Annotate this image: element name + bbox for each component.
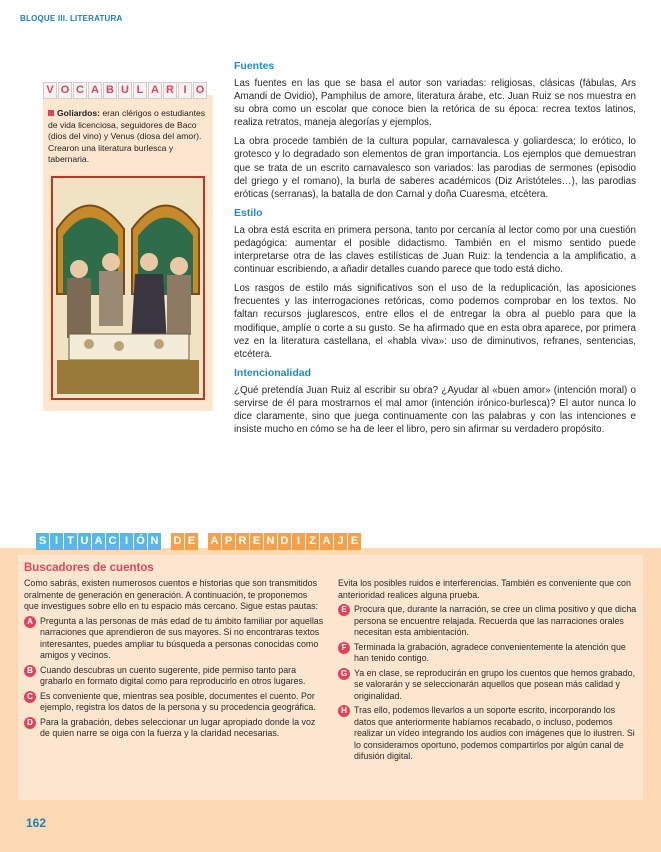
step-letter-badge: A xyxy=(24,616,36,628)
vocabulary-title-letter: R xyxy=(163,82,177,99)
step-text: Para la grabación, debes seleccionar un lugar apropiado donde la voz de quien narre se oiga con la fuerza y la claridad necesarias. xyxy=(40,716,316,738)
title-spacer xyxy=(162,533,170,550)
activity-column-right xyxy=(338,578,638,766)
running-header: BLOQUE III. LITERATURA xyxy=(20,14,123,23)
step-letter-badge: D xyxy=(24,717,36,729)
vocabulary-title xyxy=(43,82,207,99)
section-title-intencionalidad: Intencionalidad xyxy=(234,366,312,379)
activity-continuation: Evita los posibles ruidos e interferencias. También es conveniente que con anterioridad realices alguna prueba. xyxy=(338,578,631,600)
vocabulary-term: Goliardos: xyxy=(57,108,100,118)
vocabulary-title-letter: O xyxy=(58,82,72,99)
situation-title-letter: J xyxy=(334,533,347,550)
situation-title-letter: I xyxy=(120,533,133,550)
activity-intro: Como sabrás, existen numerosos cuentos e historias que son transmitidos oralmente de generación en generación. A continuación, te proponemos que investigues sobre ello en tu espacio más cercano. Sigue estas pautas: xyxy=(24,578,319,611)
activity-step xyxy=(24,616,324,662)
activity-step xyxy=(24,691,324,714)
paragraph-1: Las fuentes en las que se basa el autor son variadas: religiosas, clásicas (fábulas, Ars Amandi de Ovidio), Pamphilus de amore, literatura árabe, etc. Juan Ruiz se nos muestra en su obra como un escolar que conoce bien la retórica de su época: recrea textos latinos, realiza retratos, maneja alegorías y ejemplos. xyxy=(234,78,636,129)
situation-title-letter: A xyxy=(92,533,105,550)
activity-step xyxy=(338,604,638,639)
step-text: Pregunta a las personas de más edad de tu ámbito familiar por aquellas narraciones que aprendieron de sus mayores. Si no encontraras textos interesantes, puedes ampliar tu búsqueda a personas conocidas como amigos y vecinos. xyxy=(40,615,324,660)
paragraph-2: La obra procede también de la cultura popular, carnavalesca y goliardesca; lo erótico, lo grotesco y lo degradado son elementos de gran importancia. Los ejemplos que demuestran que se trata de un escrito carnavalesco son variados: las parodias de sermones (episodio del griego y el romano), la burla de saberes académicos (Diz Aristóteles…), las parodias eróticas (serranas), la batalla de don Carnal y doña Cuaresma, etcétera. xyxy=(234,136,636,200)
activity-step xyxy=(338,668,638,703)
medieval-miniature-illustration xyxy=(49,174,207,402)
situation-title-letter: D xyxy=(278,533,291,550)
step-text: Ya en clase, se reproducirán en grupo los cuentos que hemos grabado, se valorarán y se seleccionarán aquellos que posean más calidad y originalidad. xyxy=(354,667,636,701)
step-text: Terminada la grabación, agradece convenientemente la atención que han tenido contigo. xyxy=(354,641,626,663)
activity-step xyxy=(24,665,324,688)
step-text: Cuando descubras un cuento sugerente, pide permiso tanto para grabarlo en formato digital como para reproducirlo en otros lugares. xyxy=(40,664,306,686)
situation-title-letter: S xyxy=(36,533,49,550)
step-letter-badge: E xyxy=(338,604,350,616)
step-letter-badge: C xyxy=(24,691,36,703)
paragraph-3: La obra está escrita en primera persona, tanto por cercanía al lector como por una cuestión pedagógica: aumentar el posible didactismo. También en el mismo sentido puede interpretarse otra de las claves estilísticas de Juan Ruiz: la tendencia a la amplificatio, a continuar escribiendo, a añadir detalles cuando parece que todo está dicho. xyxy=(234,224,636,276)
situation-title-letter: C xyxy=(106,533,119,550)
paragraph-4: Los rasgos de estilo más significativos son el uso de la reduplicación, las aposiciones frecuentes y las interrogaciones retóricas, como podemos comprobar en los textos. No faltan recursos juglarescos, entre ellos el de entregar la obra al pueblo para que la modifique, amplíe o corte a su gusto. Se ha afirmado que en esta obra aparece, por primera vez en la literatura castellana, el «habla viva»: uso de diminutivos, refranes, sentencias, etcétera. xyxy=(234,283,636,360)
activity-step xyxy=(338,705,638,763)
situation-title-letter: E xyxy=(348,533,361,550)
situation-title-letter: R xyxy=(236,533,249,550)
vocabulary-definition xyxy=(48,108,210,166)
vocabulary-title-letter: L xyxy=(133,82,147,99)
activity-step xyxy=(24,717,324,740)
situation-title xyxy=(36,533,361,550)
vocabulary-title-letter: I xyxy=(178,82,192,99)
activity-column-left xyxy=(24,578,324,743)
situation-title-letter: A xyxy=(320,533,333,550)
vocabulary-title-letter: A xyxy=(88,82,102,99)
vocabulary-title-letter: V xyxy=(43,82,57,99)
situation-title-letter: N xyxy=(264,533,277,550)
vocabulary-title-letter: B xyxy=(103,82,117,99)
section-title-estilo: Estilo xyxy=(234,206,263,219)
bullet-square-icon xyxy=(48,110,54,116)
step-letter-badge: H xyxy=(338,705,350,717)
situation-title-letter: A xyxy=(208,533,221,550)
situation-title-letter: U xyxy=(78,533,91,550)
situation-title-letter: P xyxy=(222,533,235,550)
situation-title-letter: Ó xyxy=(134,533,147,550)
step-text: Es conveniente que, mientras sea posible, documentes el cuento. Por ejemplo, registra los datos de la persona y su procedencia geográfica. xyxy=(40,690,316,712)
situation-title-letter: I xyxy=(292,533,305,550)
situation-title-letter: Z xyxy=(306,533,319,550)
situation-title-letter: E xyxy=(185,533,198,550)
activity-heading: Buscadores de cuentos xyxy=(24,562,154,574)
paragraph-5: ¿Qué pretendía Juan Ruiz al escribir su obra? ¿Ayudar al «buen amor» (intención moral) o servirse de él para mostrarnos el mal amor (intención irónico-burlesca)? El autor nunca lo dice claramente, sino que juega continuamente con las palabras y con las intenciones e insiste mucho en cómo se ha de leer el libro, pero sin afirmar su verdadero propósito. xyxy=(234,384,636,436)
step-text: Tras ello, podemos llevarlos a un soporte escrito, incorporando los datos que anteriormente habíamos recabado, o incluso, podemos realizar un vídeo integrando los audios con imágenes que lo ilustren. Si lo consideramos oportuno, podemos compartirlos por algún canal de difusión digital. xyxy=(354,705,635,761)
main-text-column xyxy=(234,60,636,442)
page-number: 162 xyxy=(26,816,47,830)
title-spacer xyxy=(199,533,207,550)
section-title-fuentes: Fuentes xyxy=(234,60,275,72)
activity-step xyxy=(338,642,638,665)
situation-title-letter: T xyxy=(64,533,77,550)
vocabulary-title-letter: U xyxy=(118,82,132,99)
situation-title-letter: E xyxy=(250,533,263,550)
situation-title-letter: I xyxy=(50,533,63,550)
vocabulary-definition-text: eran clérigos o estudiantes de vida licenciosa, seguidores de Baco (dios del vino) y Venus (diosa del amor). Crearon una literatura burlesca y tabernaria. xyxy=(48,108,206,165)
situation-title-letter: N xyxy=(148,533,161,550)
vocabulary-title-letter: O xyxy=(193,82,207,99)
step-text: Procura que, durante la narración, se cree un clima positivo y que dicha persona se encuentre relajada. Recuerda que las narraciones orales necesitan esta ambientación. xyxy=(354,604,637,637)
vocabulary-title-letter: C xyxy=(73,82,87,99)
step-letter-badge: F xyxy=(338,642,350,654)
step-letter-badge: B xyxy=(24,665,36,677)
step-letter-badge: G xyxy=(338,668,350,680)
situation-title-letter: D xyxy=(171,533,184,550)
vocabulary-title-letter: A xyxy=(148,82,162,99)
